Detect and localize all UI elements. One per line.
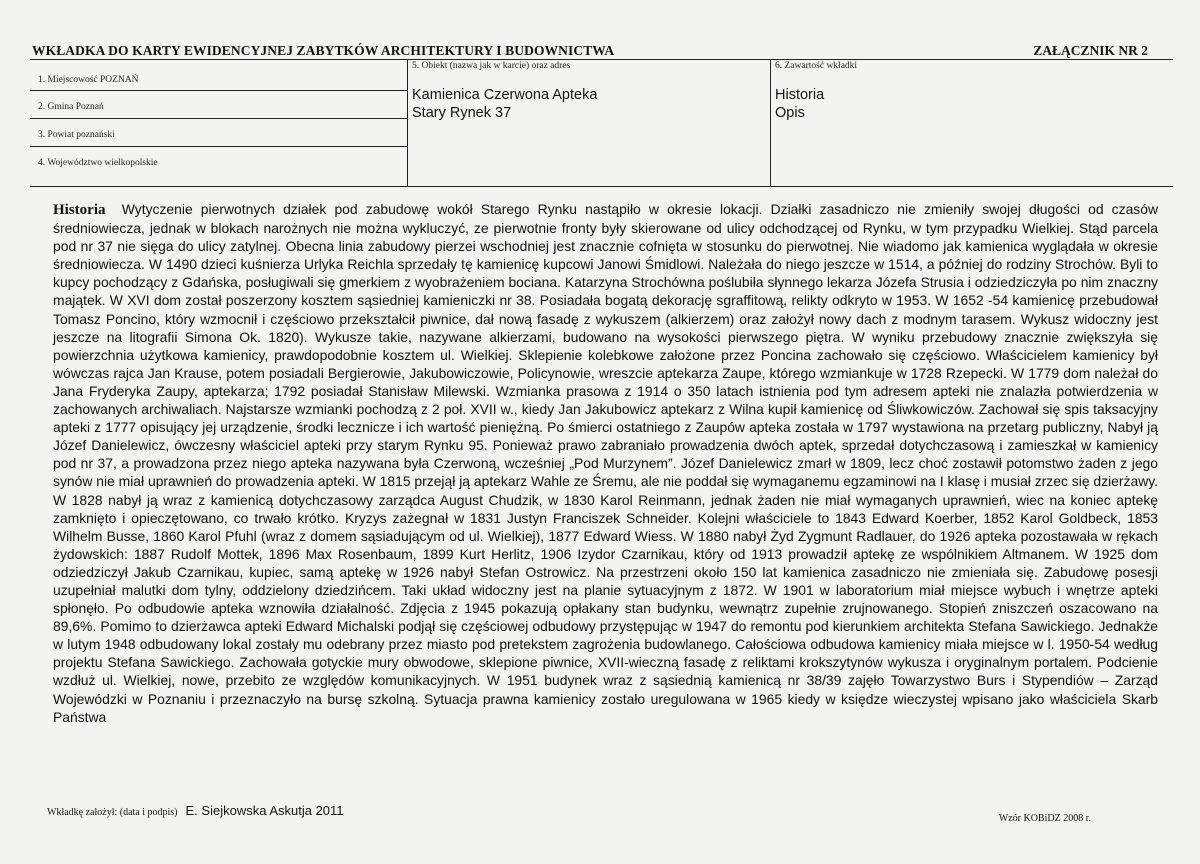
object-address: Stary Rynek 37 bbox=[412, 105, 512, 121]
column-divider-right bbox=[770, 59, 771, 187]
field-locality: 1. Miejscowość POZNAŃ bbox=[38, 75, 139, 85]
history-heading: Historia bbox=[53, 202, 106, 218]
prepared-by-label: Wkładkę założył: (data i podpis) bbox=[47, 807, 178, 818]
attachment-label: ZAŁĄCZNIK NR 2 bbox=[1033, 43, 1148, 58]
field-voivodeship: 4. Województwo wielkopolskie bbox=[38, 158, 158, 168]
field-commune-rule bbox=[30, 118, 407, 119]
field-county: 3. Powiat poznański bbox=[38, 130, 115, 140]
prepared-by-name: E. Siejkowska Askutja 2011 bbox=[185, 803, 344, 818]
template-version: Wzór KOBiDZ 2008 r. bbox=[998, 813, 1091, 824]
column-divider-left bbox=[407, 59, 408, 187]
field-commune: 2. Gmina Poznań bbox=[38, 102, 104, 112]
object-name: Kamienica Czerwona Apteka bbox=[412, 87, 598, 103]
contents-item-description: Opis bbox=[775, 105, 805, 121]
field-county-rule bbox=[30, 146, 407, 147]
history-text: Wytyczenie pierwotnych działek pod zabudowę wokół Starego Rynku nastąpiło w okresie lokacji. Działki zasadniczo nie zmieniły swojej długości od czasów średniowiecza, jednak w blokach narożnych nie można wykluczyć, ze pierwotnie fronty były skierowane od ulicy odchodzącej od Rynku, w tym przypadku Wielkiej. Stąd parcela pod nr 37 nie sięga do ulicy zatylnej. Obecna linia zabudowy pierzei wschodniej jest znacznie cofnięta w stosunku do pierwotnej. Nie wiadomo jak kamienica wyglądała w okresie średniowiecza. W 1490 dzieci kuśnierza Urlyka Reichla sprzedały tę kamienicę kupcowi Janowi Śmidlowi. Należała do niego jeszcze w 1514, a później do rodziny Strochów. Byli to kupcy pochodzący z Gdańska, posługiwali się gmerkiem z wyobrażeniem bociana. Katarzyna Strochówna poślubiła słynnego lekarza Józefa Strusia i odziedziczyła po nim znaczny majątek. W XVI dom został poszerzony kosztem sąsiedniej kamieniczki nr 38. Posiadała bogatą dekorację sgraffitową, relikty odkryto w 1953. W 1652 -54 kamienicę przebudował Tomasz Poncino, który wzmocnił i częściowo przekształcił piwnice, dał nową fasadę z wykuszem (alkierzem) oraz założył nowy dach z modnym tarasem. Wykusz widoczny jest jeszcze na litografii Simona Ok. 1820). Wykusze takie, nazywane alkierzami, budowano na wysokości pierwszego piętra. W wyniku przebudowy znacznie zwiększyła się powierzchnia użytkowa kamienicy, prawdopodobnie kosztem ul. Wielkiej. Sklepienie kolebkowe założone przez Poncina zachowało się częściowo. Właścicielem kamienicy był wówczas rajca Jan Krause, potem posiadali Bergierowie, Jakubowiczowie, Policynowie, wreszcie aptekarza Zaupe, którego wzmiankuje w 1728 Rzepecki. W 1779 dom należał do Jana Fryderyka Zaupy, aptekarza; 1792 posiadał Stanisław Milewski. Wzmianka prasowa z 1914 o 350 latach istnienia pod tym adresem apteki nie znalazła potwierdzenia w zachowanych archiwaliach. Najstarsze wzmianki pochodzą z 2 poł. XVII w., kiedy Jan Jakubowicz aptekarz z Wilna kupił kamienicę od Śliwkowiczów. Zachował się spis taksacyjny apteki z 1777 opisujący jej urządzenie, środki lecznicze i ich wartość pieniężną. Po śmierci ostatniego z Zaupów apteka została w 1797 wystawiona na przetarg publiczny, Nabył ją Józef Danielewicz, ówczesny właściciel apteki przy starym Rynku 95. Ponieważ prawo zabraniało prowadzenia dwóch aptek, sprzedał dotychczasową i zamieszkał w kamienicy pod nr 37, a prowadzona przez niego apteka nazywana była Czerwoną, wcześniej „Pod Murzynem”. Józef Danielewicz zmarł w 1809, lecz choć zostawił potomstwo żaden z jego synów nie miał uprawnień do prowadzenia apteki. W 1815 przejął ją aptekarz Wahle ze Śremu, ale nie poddał się wymaganemu egzaminowi na I klasę i musiał zrzec się dzierżawy. W 1828 nabył ją wraz z kamienicą dotychczasowy zarządca August Chudzik, w 1830 Karol Reinmann, jednak żaden nie miał wymaganych uprawnień, wiec na koniec aptekę zamknięto i opieczętowano, co trwało krótko. Kryzys zażegnał w 1831 Justyn Franciszek Schneider. Kolejni właściciele to 1843 Edward Koerber, 1852 Karol Goldbeck, 1853 Wilhelm Busse, 1860 Karol Pfuhl (wraz z domem sąsiadującym od ul. Wielkiej), 1877 Edward Wiess. W 1880 nabył Żyd Zygmunt Radlauer, do 1926 apteka pozostawała w rękach żydowskich: 1887 Rudolf Mottek, 1896 Max Rosenbaum, 1899 Kurt Herlitz, 1906 Izydor Czarnikau, który od 1913 prowadził aptekę ze wspólnikiem Altmanem. W 1925 dom odziedziczył Jakub Czarnikau, kupiec, samą aptekę w 1926 nabył Stefan Ostrowicz. Na przestrzeni około 150 lat kamienica zasadniczo nie zmieniała się. Zabudowę posesji uzupełniał malutki dom tylny, oddzielony dziedzińcem. Taki układ widoczny jest na planie sytuacyjnym z 1872. W 1901 w laboratorium miał miejsce wybuch i wnętrze apteki spłonęło. Po odbudowie apteka wznowiła działalność. Zdjęcia z 1945 pokazują opłakany stan budynku, wewnątrz zupełnie zrujnowanego. Stopień zniszczeń oszacowano na 89,6%. Pomimo to dzierżawca apteki Edward Michalski podjął się częściowej odbudowy przystępując w 1947 do remontu pod kierunkiem architekta Stefana Sawickiego. Jednakże w lutym 1948 odbudowany lokal zostały mu odebrany przez miasto pod pretekstem zagrożenia budowlanego. Całościowa odbudowa kamienicy miała miejsce w l. 1950-54 według projektu Stefana Sawickiego. Zachowała gotyckie mury obwodowe, sklepione piwnice, XVII-wieczną fasadę z reliktami krokszytynów wykusza i oryginalnym portalem. Podcienie wzdłuż ul. Wielkiej, nowe, przebito ze względów komunikacyjnych. W 1951 budynek wraz z sąsiednią kamienicą nr 38/39 zajęło Towarzystwo Burs i Stypendiów – Zarząd Wojewódzki w Poznaniu i przeznaczyło na bursę szkolną. Sytuacja prawna kamienicy zostało uregulowana w 1965 kiedy w księdze wieczystej wpisano jako właściciela Skarb Państwa bbox=[53, 201, 1158, 725]
form-title: WKŁADKA DO KARTY EWIDENCYJNEJ ZABYTKÓW ARCHITEKTURY I BUDOWNICTWA bbox=[32, 43, 615, 58]
object-label: 5. Obiekt (nazwa jak w karcie) oraz adres bbox=[412, 61, 571, 71]
prepared-by-block bbox=[47, 802, 344, 820]
header-top-rule bbox=[30, 59, 1173, 60]
contents-label: 6. Zawartość wkładki bbox=[775, 61, 858, 71]
contents-item-history: Historia bbox=[775, 87, 825, 103]
history-section bbox=[53, 200, 1158, 726]
field-locality-rule bbox=[30, 90, 407, 91]
header-bottom-rule bbox=[30, 186, 1173, 187]
